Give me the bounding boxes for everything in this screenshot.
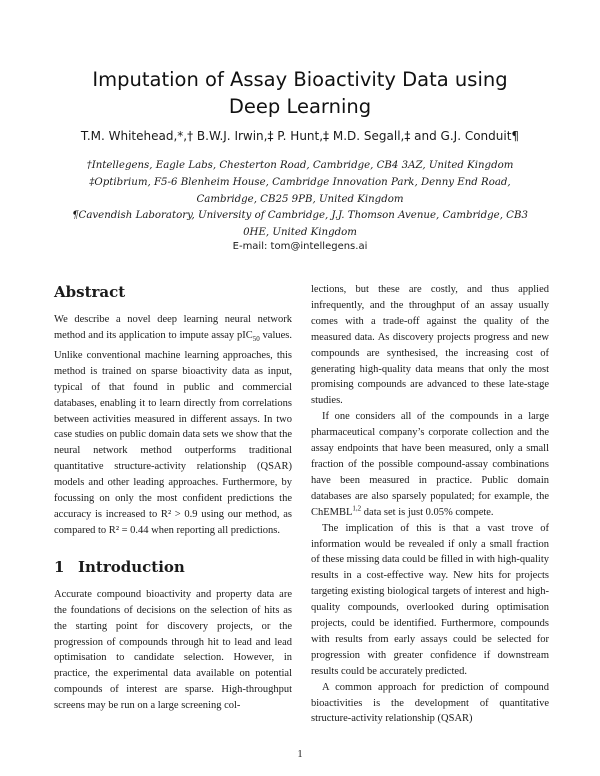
abstract-heading: Abstract [54, 283, 126, 301]
body-paragraph: lections, but these are costly, and thus applied infrequently, and the throughput of an assay usually comes with a trade-off against the quality of the measured data. As discovery projects progress and new compounds are synthesised, the increasing cost of generating high-quality data means that only the most promising compounds are advanced to these late-stage studies. [311, 284, 549, 407]
body-paragraph: The implication of this is that a vast trove of information would be revealed if only a small fraction of these missing data could be filled in with high-quality results in a cost-effective way. New hits for projects targeting existing biological targets of interest and high-quality compounds, overlooked during optimisation projects, could be identified. Furthermore, compounds with results from early assays could be selected for progression with greater confidence if downstream results could be accurately predicted. [311, 522, 549, 677]
page-number: 1 [297, 749, 303, 760]
left-column [54, 282, 292, 714]
paper-title [40, 66, 560, 120]
affiliation-line: Cambridge, CB25 9PB, United Kingdom [196, 193, 404, 205]
abstract-text: We describe a novel deep learning neural network method and its application to impute assay pIC$_{50}$ values. Unlike conventional machine learning approaches, this method is trained on sparse bioactivity data as input, typical of that found in public and commercial databases, enabling it to learn directly from correlations between activities measured in different assays. In two case studies on public domain data sets we show that the neural network method outperforms traditional quantitative structure-activity relationship (QSAR) models and other leading approaches. Furthermore, by focussing on only the most confident predictions the accuracy is increased to R² > 0.9 using our method, as compared to R² = 0.44 when reporting all predictions. [54, 314, 292, 536]
introduction-paragraph: Accurate compound bioactivity and property data are the foundations of decisions on the selection of hits as the starting point for discovery projects, or the progression of compounds through hit to lead and lead optimisation to candidate selection. However, in practice, the experimental data available on potential compounds of interest are sparse. High-throughput screens may be run on a large screening col- [54, 588, 292, 712]
section-number: 1 [54, 557, 65, 576]
affiliations [40, 158, 560, 242]
title-line-2: Deep Learning [228, 95, 372, 118]
affiliation-line: ¶Cavendish Laboratory, University of Cambridge, J.J. Thomson Avenue, Cambridge, CB3 [72, 210, 528, 222]
section-title: Introduction [78, 557, 185, 576]
affiliation-line: †Intellegens, Eagle Labs, Chesterton Road, Cambridge, CB4 3AZ, United Kingdom [86, 160, 514, 171]
right-column [311, 282, 549, 727]
body-paragraph: A common approach for prediction of compound bioactivities is the development of quantitative structure-activity relationship (QSAR) [311, 681, 549, 725]
affiliation-line: ‡Optibrium, F5-6 Blenheim House, Cambridge Innovation Park, Denny End Road, [89, 176, 511, 188]
introduction-heading [54, 557, 292, 577]
body-paragraph: If one considers all of the compounds in a large pharmaceutical company’s corporate collection and the assay endpoints that have been measured, only a small fraction of the possible compound-assay combinations have been measured in practice. Public domain databases are also sparsely populated; for example, the ChEMBL$^{1,2}$ data set is just 0.05% compete. [311, 411, 549, 518]
affiliation-line: 0HE, United Kingdom [243, 227, 357, 239]
title-line-1: Imputation of Assay Bioactivity Data using [92, 68, 508, 91]
author-list: T.M. Whitehead,*,† B.W.J. Irwin,‡ P. Hunt,‡ M.D. Segall,‡ and G.J. Conduit¶ [80, 129, 520, 143]
contact-email: E-mail: tom@intellegens.ai [232, 241, 368, 252]
